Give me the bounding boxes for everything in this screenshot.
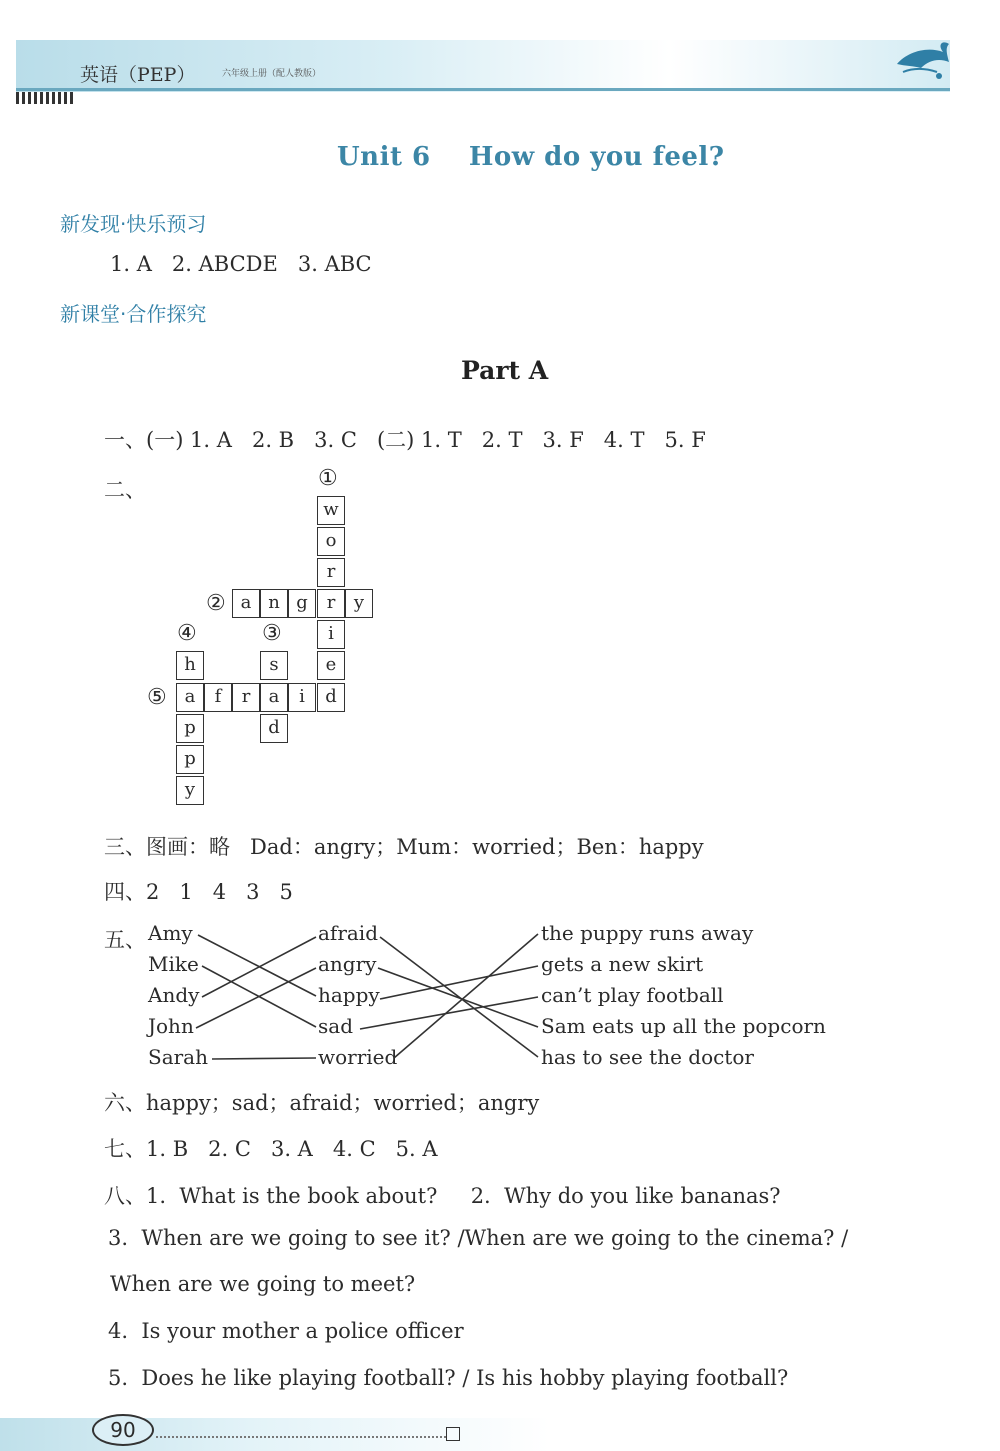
crossword-cell: d: [317, 683, 345, 712]
crossword-cell: a: [232, 589, 260, 618]
crossword-cell: p: [176, 745, 204, 774]
clue-number-1: ①: [318, 466, 338, 491]
header-title: 英语（PEP）: [80, 64, 196, 86]
match-name: Andy: [148, 983, 200, 1007]
crossword-cell: w: [317, 496, 345, 525]
crossword-cell: r: [317, 558, 345, 587]
header-subtitle: 六年级上册（配人教版）: [222, 69, 322, 79]
crossword-cell: f: [204, 683, 232, 712]
q7-answers: 七、1. B 2. C 3. A 4. C 5. A: [104, 1137, 438, 1161]
crossword-cell: y: [176, 776, 204, 805]
match-line: [380, 966, 538, 999]
clue-number-2: ②: [206, 591, 226, 616]
match-reason: has to see the doctor: [541, 1045, 754, 1069]
match-name: Amy: [148, 921, 193, 945]
q6-answers: 六、happy；sad；afraid；worried；angry: [104, 1091, 540, 1115]
match-line: [212, 1058, 316, 1059]
match-line: [360, 997, 538, 1029]
crossword-cell: r: [317, 589, 345, 618]
clue-number-4: ④: [177, 621, 197, 646]
q8-line5: 5. Does he like playing football? / Is his hobby playing football?: [108, 1366, 789, 1390]
match-reason: the puppy runs away: [541, 921, 754, 945]
match-reason: can’t play football: [541, 983, 724, 1007]
q8-line1: 八、1. What is the book about? 2. Why do you like bananas?: [104, 1184, 781, 1208]
crossword-cell: d: [260, 714, 288, 743]
section-heading-preview: 新发现·快乐预习: [60, 212, 207, 236]
match-feeling: worried: [318, 1045, 398, 1069]
crossword-cell: i: [317, 620, 345, 649]
clue-number-3: ③: [262, 621, 282, 646]
match-feeling: afraid: [318, 921, 379, 945]
crossword-cell: o: [317, 527, 345, 556]
match-name: John: [148, 1014, 194, 1038]
q5-label: 五、: [104, 928, 146, 952]
crossword-cell: p: [176, 714, 204, 743]
match-feeling: happy: [318, 983, 380, 1007]
crossword-cell: n: [260, 589, 288, 618]
match-line: [378, 968, 538, 1027]
crossword-cell: a: [260, 683, 288, 712]
crossword-cell: h: [176, 651, 204, 680]
section-heading-class: 新课堂·合作探究: [60, 302, 207, 326]
q8-line3: When are we going to meet?: [110, 1272, 416, 1296]
match-line: [394, 934, 538, 1058]
q1-answers: 一、(一) 1. A 2. B 3. C (二) 1. T 2. T 3. F 4. T 5. F: [104, 428, 706, 452]
match-line: [198, 935, 316, 996]
preview-answers: 1. A 2. ABCDE 3. ABC: [110, 252, 372, 276]
match-feeling: sad: [318, 1014, 353, 1038]
crossword-cell: a: [176, 683, 204, 712]
crossword-cell: e: [317, 651, 345, 680]
q8-line2: 3. When are we going to see it? /When are we going to the cinema? /: [108, 1226, 849, 1250]
page-number: 90: [92, 1414, 154, 1446]
crossword-cell: r: [232, 683, 260, 712]
part-title: Part A: [461, 356, 549, 385]
crossword-cell: s: [260, 651, 288, 680]
crossword-cell: g: [288, 589, 316, 618]
match-feeling: angry: [318, 952, 377, 976]
match-name: Sarah: [148, 1045, 208, 1069]
match-line: [196, 968, 316, 1028]
footer-square-decoration: [446, 1427, 460, 1441]
match-reason: gets a new skirt: [541, 952, 704, 976]
match-reason: Sam eats up all the popcorn: [541, 1014, 826, 1038]
footer-dotted-rule: [156, 1436, 446, 1438]
crossword-cell: y: [345, 589, 373, 618]
q2-label: 二、: [104, 478, 146, 502]
q3-answers: 三、图画：略 Dad：angry；Mum：worried；Ben：happy: [104, 835, 704, 859]
unit-title: Unit 6 How do you feel?: [337, 142, 725, 172]
match-name: Mike: [148, 952, 199, 976]
q8-line4: 4. Is your mother a police officer: [108, 1319, 464, 1343]
q4-answers: 四、2 1 4 3 5: [104, 880, 293, 904]
crossword-cell: i: [288, 683, 316, 712]
clue-number-5: ⑤: [147, 685, 167, 710]
